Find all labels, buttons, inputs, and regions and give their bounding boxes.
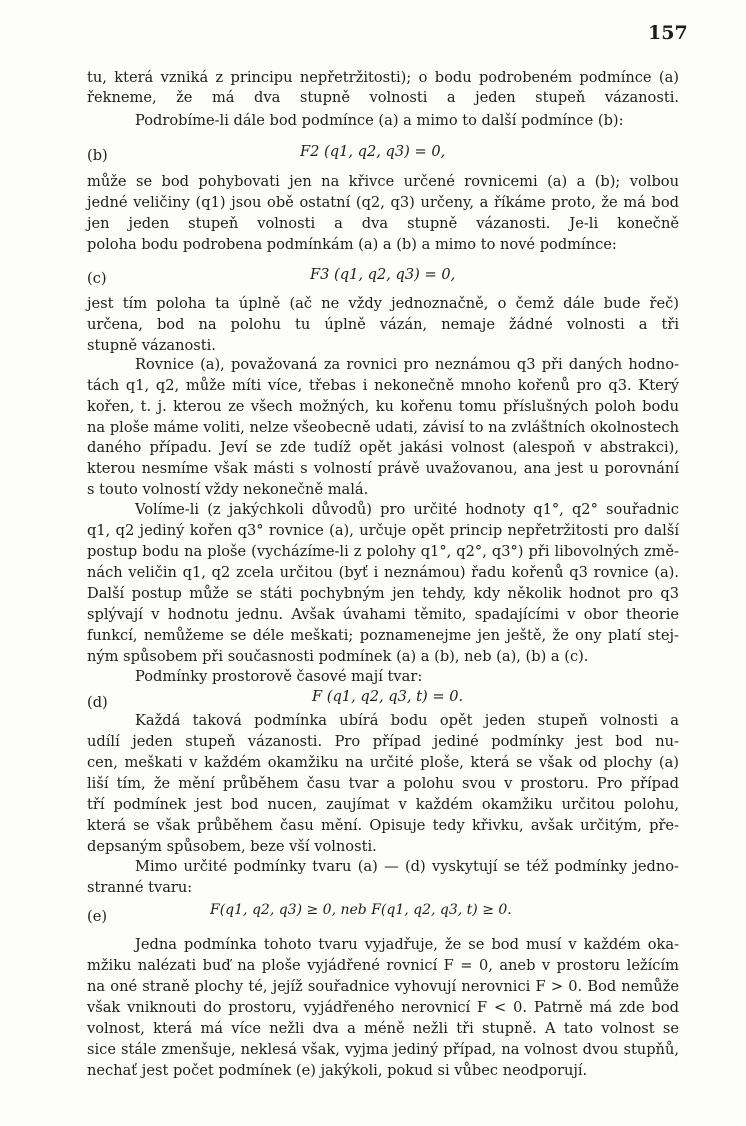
text-line: mžiku nalézati buď na ploše vyjádřené rovnicí F = 0, aneb v prostoru ležícím (87, 957, 679, 974)
text-line: ným spůsobem při současnosti podmínek (a) a (b), neb (a), (b) a (c). (87, 648, 589, 665)
equation-tag: (b) (87, 147, 108, 164)
text-line: Každá taková podmínka ubírá bodu opět jeden stupeň volnosti a (135, 712, 679, 729)
text-line: však vniknouti do prostoru, vyjádřeného nerovnicí F < 0. Patrně má zde bod (87, 999, 679, 1016)
text-line: s touto volností vždy nekonečně malá. (87, 481, 369, 498)
text-line: nách veličin q1, q2 zcela určitou (byť i neznámou) řadu kořenů q3 rovnice (a). (87, 564, 679, 581)
text-line: Podrobíme-li dále bod podmínce (a) a mimo to další podmínce (b): (135, 112, 624, 129)
text-line: postup bodu na ploše (vycházíme-li z polohy q1°, q2°, q3°) při libovolných změ- (87, 543, 679, 560)
text-line: může se bod pohybovati jen na křivce určené rovnicemi (a) a (b); volbou (87, 173, 679, 190)
text-line: Další postup může se státi pochybným jen tehdy, kdy několik hodnot pro q3 (87, 585, 679, 602)
text-line: na ploše máme voliti, nelze všeobecně udati, závisí to na zvláštních okolnostech (87, 419, 679, 436)
text-line: jedné veličiny (q1) jsou obě ostatní (q2, q3) určeny, a říkáme proto, že má bod (87, 194, 679, 211)
text-line: Volíme-li (z jakýchkoli důvodů) pro určité hodnoty q1°, q2° souřadnic (135, 501, 679, 518)
text-line: cen, meškati v každém okamžiku na určité ploše, která se však od plochy (a) (87, 754, 679, 771)
text-line: Podmínky prostorově časové mají tvar: (135, 668, 423, 685)
text-line: q1, q2 jediný kořen q3° rovnice (a), určuje opět princip nepřetržitosti pro další (87, 522, 679, 539)
text-line: kořen, t. j. kterou ze všech možných, ku kořenu tomu příslušných poloh bodu (87, 398, 679, 415)
equation-tag: (c) (87, 270, 107, 287)
text-line: sice stále zmenšuje, neklesá však, vyjma jediný případ, na volnost dvou stupňů, (87, 1041, 679, 1058)
equation-tag: (d) (87, 694, 108, 711)
equation-tag: (e) (87, 908, 108, 925)
text-line: Rovnice (a), považovaná za rovnici pro neznámou q3 při daných hodno- (135, 356, 679, 373)
text-line: jen jeden stupeň volnosti a dva stupně vázanosti. Je-li konečně (87, 215, 679, 232)
text-line: nechať jest počet podmínek (e) jakýkoli, pokud si vůbec neodporují. (87, 1062, 588, 1079)
text-line: volnost, která má více nežli dva a méně nežli tři stupně. A tato volnost se (87, 1020, 679, 1037)
page-number: 157 (648, 22, 688, 44)
text-line: určena, bod na polohu tu úplně vázán, nemaje žádné volnosti a tři (87, 316, 679, 333)
text-line: stupně vázanosti. (87, 337, 216, 354)
text-line: která se však průběhem času mění. Opisuje tedy křivku, avšak určitým, pře- (87, 817, 679, 834)
text-line: kterou nesmíme však másti s volností právě uvažovanou, ana jest u porovnání (87, 460, 679, 477)
text-line: na oné straně plochy té, jejíž souřadnice vyhovují nerovnici F > 0. Bod nemůže (87, 978, 679, 995)
text-line: tách q1, q2, může míti více, třebas i nekonečně mnoho kořenů pro q3. Který (87, 377, 679, 394)
text-line: liší tím, že mění průběhem času tvar a polohu svou v prostoru. Pro případ (87, 775, 679, 792)
equation: F(q1, q2, q3) ≥ 0, neb F(q1, q2, q3, t) ≥ 0. (210, 902, 512, 918)
text-line: funkcí, nemůžeme se déle meškati; poznamenejme jen ještě, že ony platí stej- (87, 627, 679, 644)
text-line: tří podmínek jest bod nucen, zaujímat v každém okamžiku určitou polohu, (87, 796, 679, 813)
text-line: řekneme, že má dva stupně volnosti a jeden stupeň vázanosti. (87, 89, 679, 106)
text-line: poloha bodu podrobena podmínkám (a) a (b) a mimo to nové podmínce: (87, 236, 617, 253)
text-line: Jedna podmínka tohoto tvaru vyjadřuje, že se bod musí v každém oka- (135, 936, 679, 953)
text-line: stranné tvaru: (87, 879, 193, 896)
text-line: Mimo určité podmínky tvaru (a) — (d) vyskytují se též podmínky jedno- (135, 858, 679, 875)
equation: F2 (q1, q2, q3) = 0, (300, 143, 446, 160)
text-line: splývají v hodnotu jednu. Avšak úvahami těmito, spadajícími v obor theorie (87, 606, 679, 623)
equation: F3 (q1, q2, q3) = 0, (310, 266, 456, 283)
text-line: tu, která vzniká z principu nepřetržitosti); o bodu podrobeném podmínce (a) (87, 69, 679, 86)
text-line: daného případu. Jeví se zde tudíž opět jakási volnost (alespoň v abstrakci), (87, 439, 679, 456)
text-line: jest tím poloha ta úplně (ač ne vždy jednoznačně, o čemž dále bude řeč) (87, 295, 679, 312)
text-line: depsaným spůsobem, beze vší volnosti. (87, 838, 377, 855)
text-line: udílí jeden stupeň vázanosti. Pro případ jediné podmínky jest bod nu- (87, 733, 679, 750)
equation: F (q1, q2, q3, t) = 0. (312, 688, 464, 705)
